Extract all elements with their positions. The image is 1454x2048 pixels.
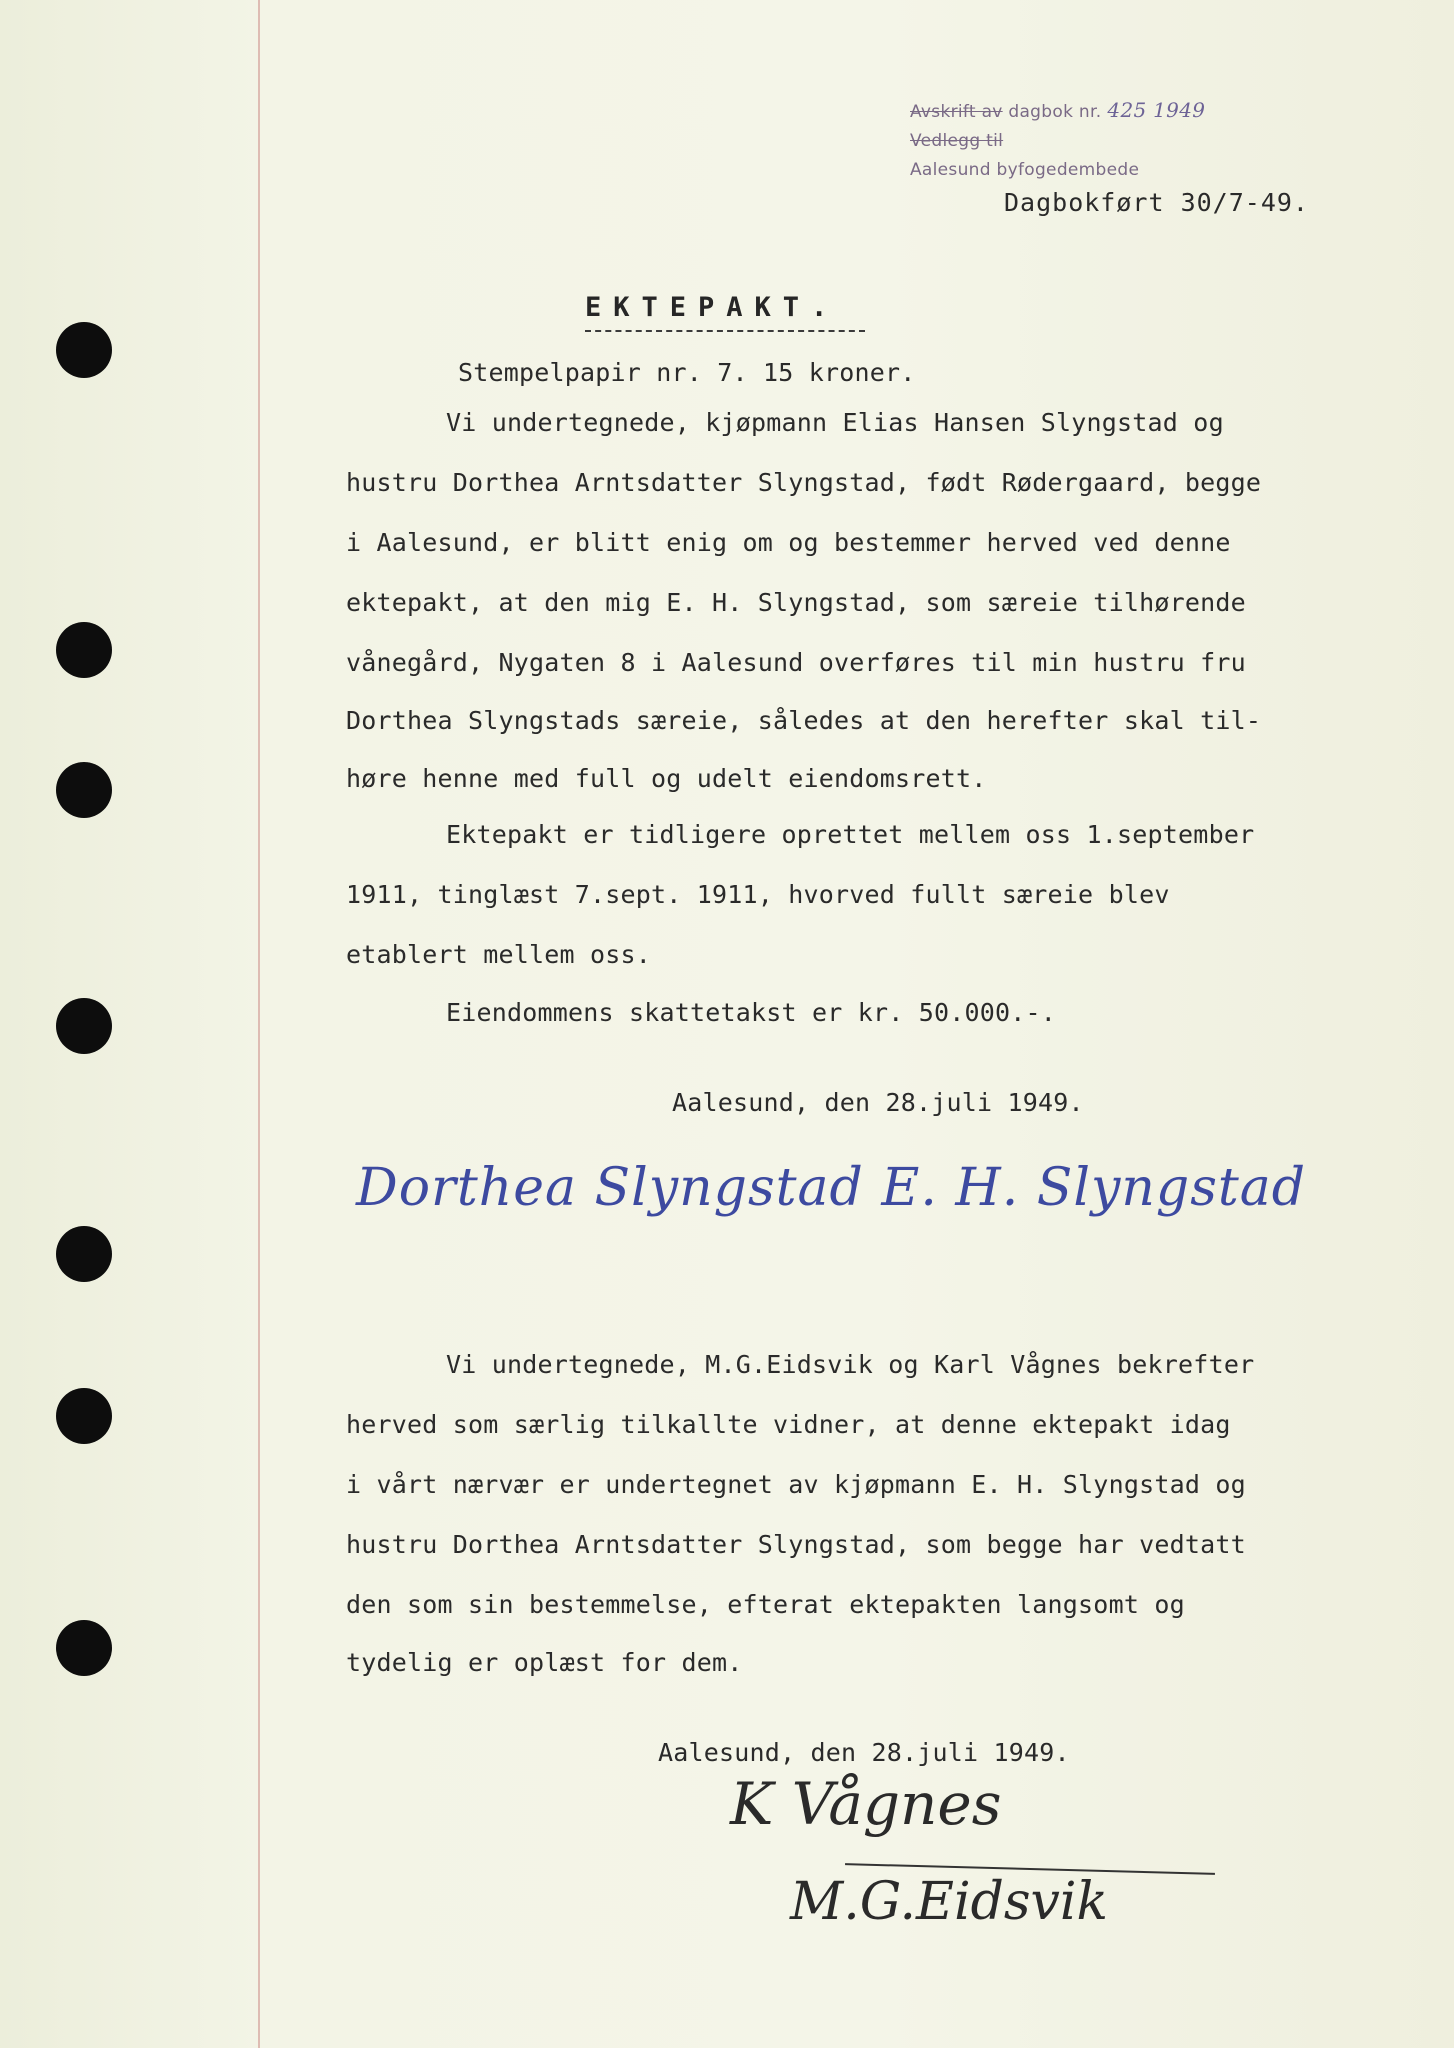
text-line: hustru Dorthea Arntsdatter Slyngstad, som begge har vedtatt [346, 1530, 1246, 1559]
archive-stamp [910, 96, 1205, 185]
text-line: herved som særlig tilkallte vidner, at denne ektepakt idag [346, 1410, 1231, 1439]
text-line: i Aalesund, er blitt enig om og bestemmer herved ved denne [346, 528, 1231, 557]
punch-hole [56, 322, 112, 378]
punch-hole [56, 1226, 112, 1282]
punch-hole [56, 998, 112, 1054]
punch-hole [56, 622, 112, 678]
place-date: Aalesund, den 28.juli 1949. [658, 1738, 1070, 1767]
document-title: EKTEPAKT. [585, 292, 840, 323]
text-line: hustru Dorthea Arntsdatter Slyngstad, født Rødergaard, begge [346, 468, 1262, 497]
text-line: ektepakt, at den mig E. H. Slyngstad, som særeie tilhørende [346, 588, 1246, 617]
text-line: i vårt nærvær er undertegnet av kjøpmann E. H. Slyngstad og [346, 1470, 1246, 1499]
text-line: Vi undertegnede, M.G.Eidsvik og Karl Vågnes bekrefter [446, 1350, 1255, 1379]
text-line: vånegård, Nygaten 8 i Aalesund overføres til min hustru fru [346, 648, 1246, 677]
punch-hole [56, 1388, 112, 1444]
margin-rule [258, 0, 260, 2048]
text-line: etablert mellem oss. [346, 940, 652, 969]
text-line: Dorthea Slyngstads særeie, således at den herefter skal til- [346, 706, 1262, 735]
dagbok-note: Dagbokført 30/7-49. [1004, 188, 1309, 217]
stamp-office: Aalesund byfogedembede [910, 160, 1140, 180]
text-line: Stempelpapir nr. 7. 15 kroner. [458, 358, 916, 387]
punch-hole [56, 1620, 112, 1676]
stamp-struck-1: Avskrift av [910, 102, 1003, 122]
stamp-number: 425 1949 [1107, 98, 1206, 122]
witness-signature: M.G.Eidsvik [790, 1872, 1109, 1932]
text-line: tydelig er oplæst for dem. [346, 1648, 743, 1677]
signatures-spouses: Dorthea Slyngstad E. H. Slyngstad [356, 1158, 1307, 1218]
witness-signature: K Vågnes [730, 1770, 1002, 1838]
text-line: Ektepakt er tidligere oprettet mellem oss 1.september [446, 820, 1255, 849]
stamp-text: dagbok nr. [1008, 102, 1102, 122]
place-date: Aalesund, den 28.juli 1949. [672, 1088, 1084, 1117]
text-line: Eiendommens skattetakst er kr. 50.000.-. [446, 998, 1057, 1027]
title-underline [585, 330, 865, 332]
text-line: høre henne med full og udelt eiendomsrett. [346, 764, 987, 793]
text-line: Vi undertegnede, kjøpmann Elias Hansen Slyngstad og [446, 408, 1224, 437]
text-line: den som sin bestemmelse, efterat ektepakten langsomt og [346, 1590, 1185, 1619]
text-line: 1911, tinglæst 7.sept. 1911, hvorved fullt særeie blev [346, 880, 1170, 909]
punch-hole [56, 762, 112, 818]
stamp-struck-2: Vedlegg til [910, 131, 1004, 151]
